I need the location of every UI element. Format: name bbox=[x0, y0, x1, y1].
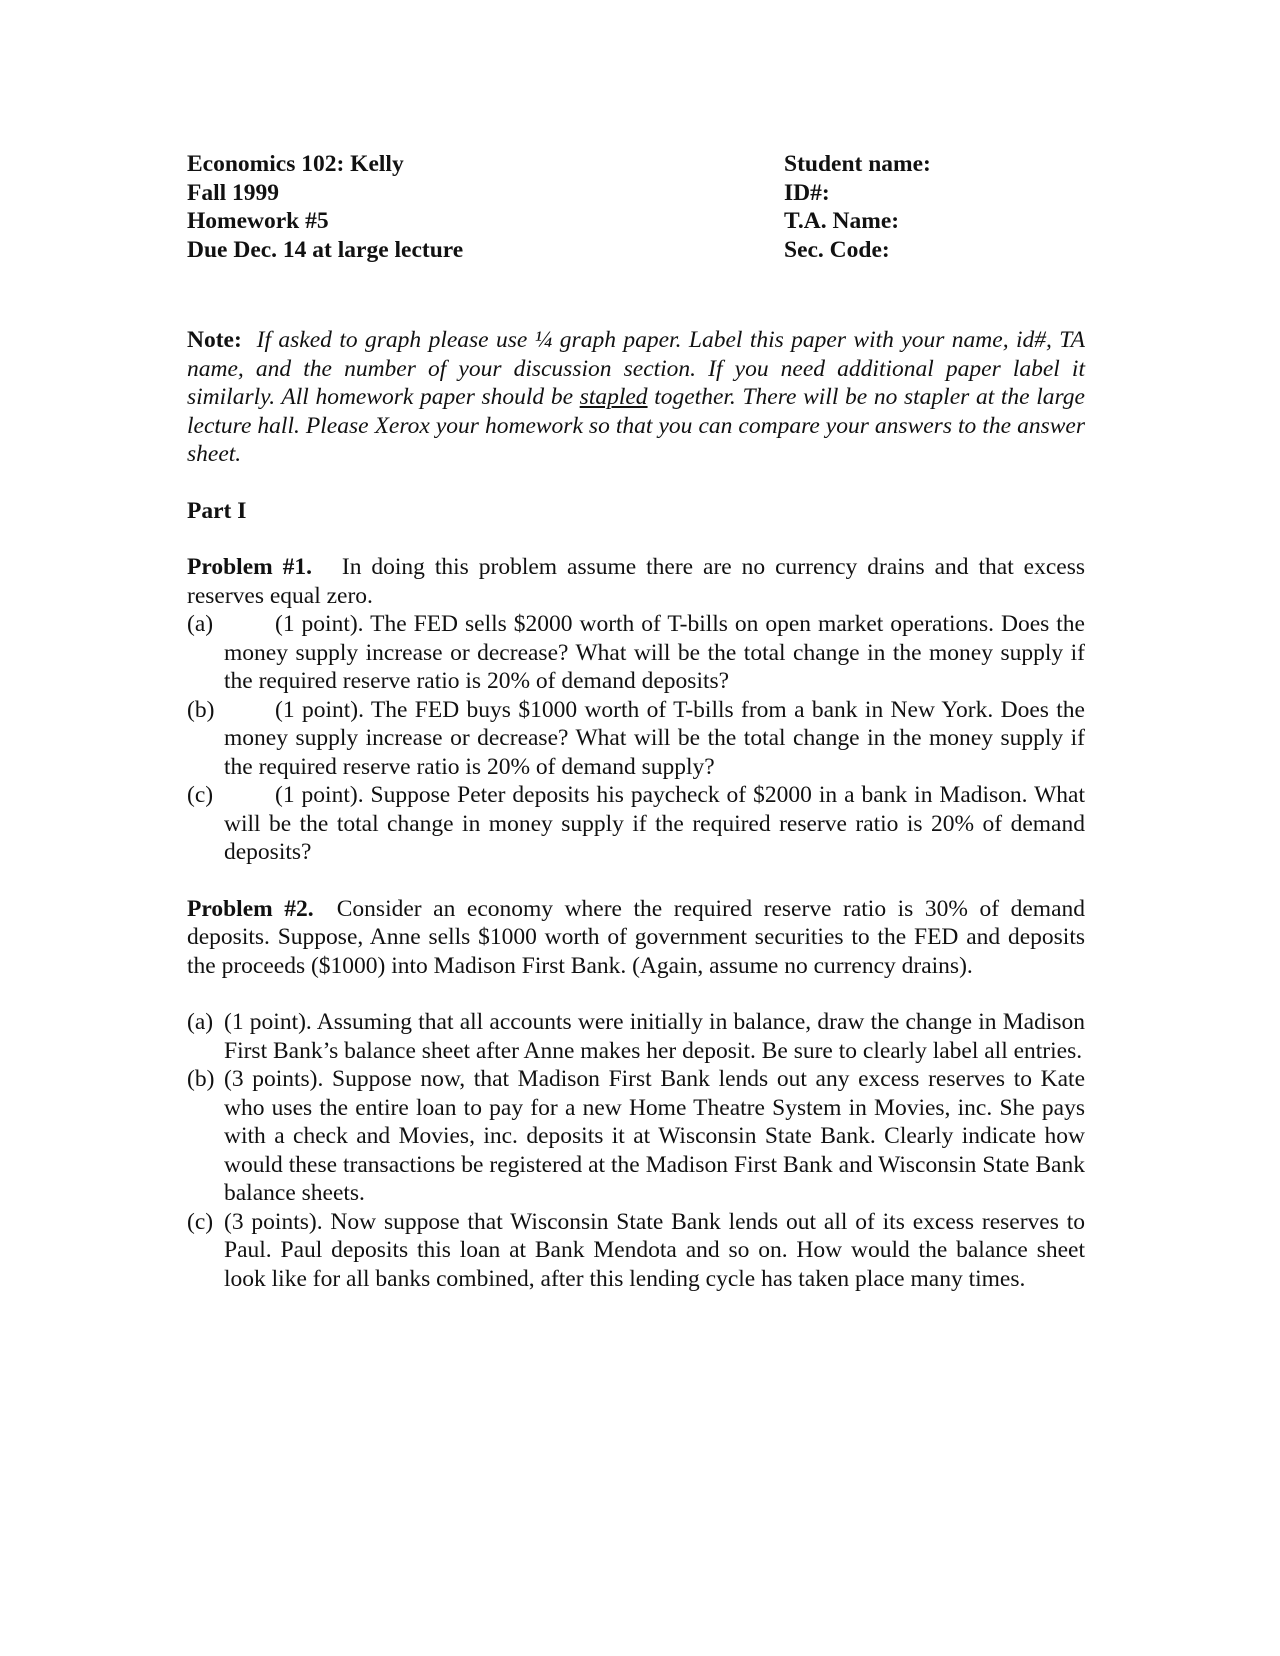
course-title: Economics 102: Kelly bbox=[187, 151, 404, 177]
problem-2-items bbox=[187, 1008, 1085, 1293]
list-item bbox=[187, 1208, 1085, 1294]
item-text: (1 point). Suppose Peter deposits his paycheck of $2000 in a bank in Madison. What will be the total change in money supply if the required reserve ratio is 20% of demand deposits? bbox=[224, 782, 1085, 865]
problem-1-intro bbox=[187, 553, 1085, 610]
problem-1 bbox=[187, 553, 1085, 867]
student-name-label: Student name: bbox=[784, 151, 931, 177]
problem-2-label: Problem #2. bbox=[187, 895, 314, 922]
term: Fall 1999 bbox=[187, 179, 280, 206]
problem-1-intro-text: In doing this problem assume there are no currency drains and that excess reserves equal zero. bbox=[187, 554, 1086, 609]
problem-1-label: Problem #1. bbox=[187, 554, 313, 580]
note-text-before: If asked to graph please use ¼ graph paper. Label this paper with your name, id#, TA name, and the number of your discussion section. If you need additional paper label it similarly. All homework paper should be bbox=[187, 327, 1085, 410]
section-code-label: Sec. Code: bbox=[784, 236, 890, 263]
note-underlined-word: stapled bbox=[579, 384, 648, 410]
item-marker: (a) bbox=[187, 611, 214, 637]
homework-page bbox=[187, 150, 1085, 1293]
list-item bbox=[187, 696, 1085, 782]
ta-name-label: T.A. Name: bbox=[784, 208, 900, 234]
problem-2-intro bbox=[187, 895, 1085, 981]
item-text: (3 points). Suppose now, that Madison First Bank lends out any excess reserves to Kate who uses the entire loan to pay for a new Home Theatre System in Movies, inc. She pays with a check and Movies, inc. deposits it at Wisconsin State Bank. Clearly indicate how would these transactions be registered at the Madison First Bank and Wisconsin State Bank balance sheets. bbox=[224, 1066, 1085, 1206]
part-title: Part I bbox=[187, 497, 247, 524]
problem-2-intro-text: Consider an economy where the required reserve ratio is 30% of demand deposits. Suppose, Anne sells $1000 worth of government securities to the FED and deposits the proceeds ($1000) into Madison First Bank. (Again, assume no currency drains). bbox=[187, 895, 1086, 979]
problem-2 bbox=[187, 895, 1085, 1294]
item-text: (1 point). The FED buys $1000 worth of T-bills from a bank in New York. Does the money supply increase or decrease? What will be the total change in the money supply if the required reserve ratio is 20% of demand supply? bbox=[224, 696, 1085, 780]
note-label: Note: bbox=[187, 327, 242, 353]
item-text: (1 point). The FED sells $2000 worth of T-bills on open market operations. Does the money supply increase or decrease? What will be the total change in the money supply if the required reserve ratio is 20% of demand deposits? bbox=[224, 611, 1085, 694]
due-date: Due Dec. 14 at large lecture bbox=[187, 236, 464, 263]
student-info-fields bbox=[784, 150, 931, 264]
list-item bbox=[187, 610, 1085, 696]
note-text-after: together. There will be no stapler at the large lecture hall. Please Xerox your homework so that you can compare your answers to the answer sheet. bbox=[187, 384, 1085, 467]
item-text: (1 point). Assuming that all accounts were initially in balance, draw the change in Madison First Bank’s balance sheet after Anne makes her deposit. Be sure to clearly label all entries. bbox=[224, 1009, 1085, 1064]
list-item bbox=[187, 1065, 1085, 1208]
problem-1-items bbox=[187, 610, 1085, 867]
list-item bbox=[187, 1008, 1085, 1065]
item-marker: (a) bbox=[187, 1009, 214, 1035]
item-marker: (c) bbox=[187, 782, 214, 808]
list-item bbox=[187, 781, 1085, 867]
item-marker: (b) bbox=[187, 696, 215, 723]
header-block bbox=[187, 150, 1085, 268]
note-paragraph bbox=[187, 326, 1085, 469]
item-text: (3 points). Now suppose that Wisconsin State Bank lends out all of its excess reserves to Paul. Paul deposits this loan at Bank Mendota and so on. How would the balance sheet look like for all banks combined, after this lending cycle has taken place many times. bbox=[224, 1208, 1085, 1292]
course-info bbox=[187, 150, 463, 264]
id-label: ID#: bbox=[784, 179, 830, 206]
item-marker: (b) bbox=[187, 1066, 215, 1092]
item-marker: (c) bbox=[187, 1208, 214, 1235]
assignment-title: Homework #5 bbox=[187, 208, 329, 234]
